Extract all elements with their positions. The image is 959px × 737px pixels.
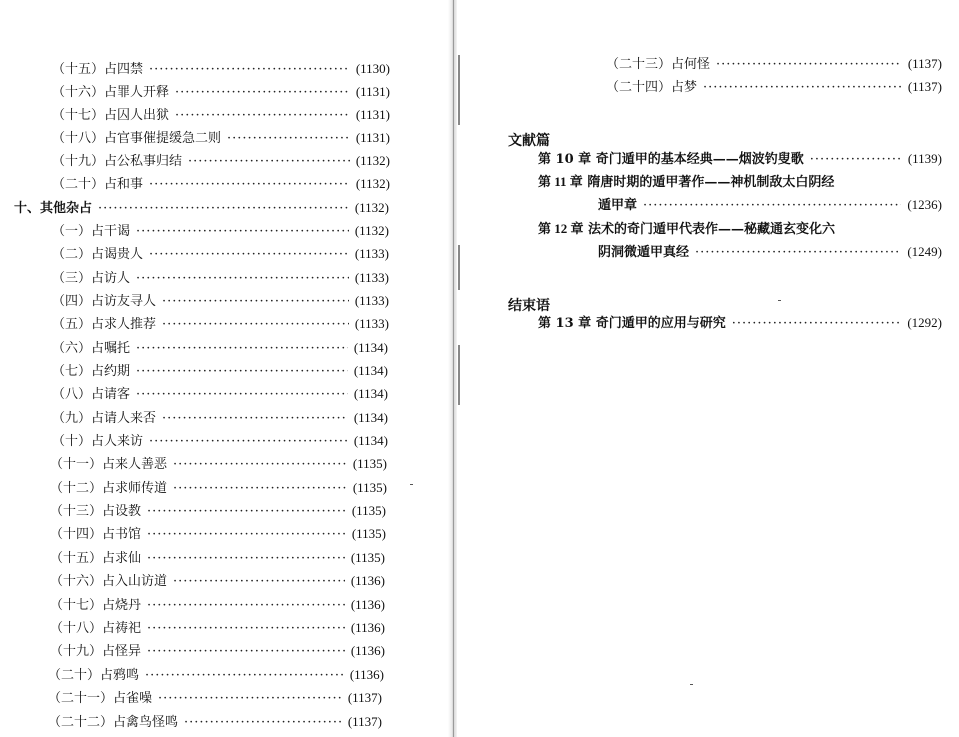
chapter-number: 第 12 章 [538,221,584,236]
toc-entry [48,667,384,684]
toc-entry [50,480,387,497]
entry-label: （三）占访人 [52,271,131,286]
toc-entry [52,293,389,310]
leader-dots [716,57,902,73]
chapter-11-title [538,174,834,191]
entry-page: (1133) [354,246,389,261]
entry-page: (1134) [353,410,388,425]
conclusion-heading: 结束语 [508,298,550,314]
leader-dots [184,715,342,731]
entry-label: （二十三）占何怪 [606,57,711,72]
leader-dots [136,341,348,357]
entry-page: (1135) [351,503,386,518]
chapter-title-line1: 隋唐时期的遁甲著作——神机制敌太白阴经 [587,175,835,190]
leader-dots [147,527,346,543]
toc-entry [52,246,389,263]
toc-entry [48,690,382,707]
chapter-number: 第 13 章 [538,316,592,331]
entry-label: （七）占约期 [52,364,131,379]
leader-dots [147,644,345,660]
entry-page: (1133) [354,270,389,285]
entry-label: （十三）占设教 [50,504,142,519]
leader-dots [643,198,901,214]
entry-page: (1134) [353,433,388,448]
entry-page: (1134) [353,340,388,355]
left-page [0,0,452,737]
entry-page: (1132) [354,223,389,238]
entry-label: （十七）占囚人出狱 [52,108,170,123]
leader-dots [175,108,350,124]
chapter-number: 第 11 章 [538,174,583,189]
toc-entry [52,316,389,333]
leader-dots [158,691,342,707]
entry-page: (1136) [350,643,385,658]
leader-dots [810,152,902,168]
entry-page: (1137) [907,79,942,94]
chapter-11-entry [598,197,942,214]
leader-dots [147,504,346,520]
chapter-number: 第 10 章 [538,152,592,167]
leader-dots [162,411,348,427]
entry-label: （十六）占罪人开释 [52,85,170,100]
entry-page: (1131) [355,107,390,122]
entry-page: (1135) [352,480,387,495]
entry-label: （十一）占来人善恶 [50,457,168,472]
chapter-10-entry [538,151,942,168]
entry-label: （四）占访友寻人 [52,294,157,309]
leader-dots [149,434,348,450]
leader-dots [98,201,349,217]
entry-label: （十六）占入山访道 [50,574,168,589]
entry-page: (1132) [355,153,390,168]
leader-dots [227,131,350,147]
leader-dots [136,387,348,403]
entry-page: (1133) [354,316,389,331]
chapter-title-line1: 法术的奇门遁甲代表作——秘藏通玄变化六 [588,222,836,237]
toc-entry [50,550,385,567]
chapter-title-line2: 阴洞微遁甲真经 [598,245,690,260]
entry-page: (1135) [351,526,386,541]
toc-entry [52,270,389,287]
entry-label: （六）占嘱托 [52,341,131,356]
entry-page: (1130) [355,61,390,76]
toc-section [14,200,389,217]
leader-dots [147,621,345,637]
entry-page: (1292) [907,315,942,330]
toc-entry [52,223,389,240]
entry-label: （十五）占求仙 [50,551,142,566]
entry-page: (1132) [355,176,390,191]
toc-entry [52,410,388,427]
toc-entry [52,363,388,380]
toc-entry [50,456,387,473]
toc-entry [52,433,388,450]
entry-page: (1137) [907,56,942,71]
entry-page: (1131) [355,84,390,99]
toc-entry [50,573,385,590]
toc-entry [50,643,385,660]
leader-dots [173,457,347,473]
entry-page: (1249) [907,244,942,259]
entry-page: (1134) [353,386,388,401]
leader-dots [175,85,350,101]
leader-dots [149,62,350,78]
chapter-title: 奇门遁甲的应用与研究 [595,316,726,331]
entry-page: (1137) [347,714,382,729]
toc-entry [50,620,385,637]
leader-dots [147,551,345,567]
toc-entry [52,130,390,147]
toc-entry [50,526,386,543]
scan-speck [778,300,781,301]
chapter-title: 奇门遁甲的基本经典——烟波钓叟歌 [595,152,804,167]
leader-dots [136,224,349,240]
leader-dots [149,177,350,193]
entry-label: （十四）占书馆 [50,527,142,542]
entry-page: (1136) [350,620,385,635]
entry-page: (1136) [349,667,384,682]
entry-page: (1133) [354,293,389,308]
entry-label: （十）占人来访 [52,434,144,449]
chapter-12-title [538,221,835,238]
entry-label: （二十）占鸦鸣 [48,668,140,683]
toc-entry [52,340,388,357]
toc-entry [52,107,390,124]
toc-entry [52,386,388,403]
entry-label: （一）占干谒 [52,224,131,239]
toc-entry [50,597,385,614]
toc-entry [52,176,390,193]
leader-dots [703,80,902,96]
leader-dots [136,364,348,380]
toc-entry [606,56,942,73]
leader-dots [173,574,345,590]
entry-page: (1131) [355,130,390,145]
chapter-12-entry [598,244,942,261]
entry-label: （二十一）占雀噪 [48,691,153,706]
leader-dots [173,481,347,497]
literature-heading: 文献篇 [508,133,550,149]
entry-page: (1136) [350,597,385,612]
entry-label: （五）占求人推荐 [52,317,157,332]
scan-speck [410,484,413,485]
toc-entry [48,714,382,731]
entry-page: (1137) [347,690,382,705]
entry-label: （十九）占公私事归结 [52,154,183,169]
entry-label: （八）占请客 [52,387,131,402]
toc-entry [52,84,390,101]
entry-label: （二十）占和事 [52,177,144,192]
leader-dots [162,317,349,333]
entry-label: （十七）占烧丹 [50,598,142,613]
entry-label: （十九）占怪异 [50,644,142,659]
entry-label: （二）占谒贵人 [52,247,144,262]
leader-dots [188,154,350,170]
entry-label: （十五）占四禁 [52,62,144,77]
leader-dots [136,271,349,287]
leader-dots [695,245,901,261]
entry-page: (1236) [907,197,942,212]
entry-label: （十二）占求师传道 [50,481,168,496]
entry-page: (1134) [353,363,388,378]
toc-entry [52,61,390,78]
scan-speck [690,684,693,685]
entry-label: （十八）占官事催提缓急二则 [52,131,222,146]
right-page [458,0,959,737]
entry-label: （九）占请人来否 [52,411,157,426]
chapter-title-line2: 遁甲章 [598,198,638,213]
leader-dots [732,316,902,332]
entry-label: （二十二）占禽鸟怪鸣 [48,715,179,730]
scan-edge-mark [458,245,460,290]
gutter-line [453,0,454,737]
scan-edge-mark [458,345,460,405]
toc-entry [50,503,386,520]
chapter-13-entry [538,315,942,332]
toc-entry [52,153,390,170]
entry-page: (1136) [350,573,385,588]
entry-label: （二十四）占梦 [606,80,698,95]
leader-dots [162,294,349,310]
entry-page: (1135) [352,456,387,471]
section-label: 十、其他杂占 [14,201,93,216]
scan-edge-mark [458,55,460,125]
leader-dots [147,598,345,614]
entry-page: (1139) [907,151,942,166]
entry-page: (1135) [350,550,385,565]
leader-dots [149,247,349,263]
entry-label: （十八）占祷祀 [50,621,142,636]
leader-dots [145,668,344,684]
entry-page: (1132) [354,200,389,215]
toc-entry [606,79,942,96]
